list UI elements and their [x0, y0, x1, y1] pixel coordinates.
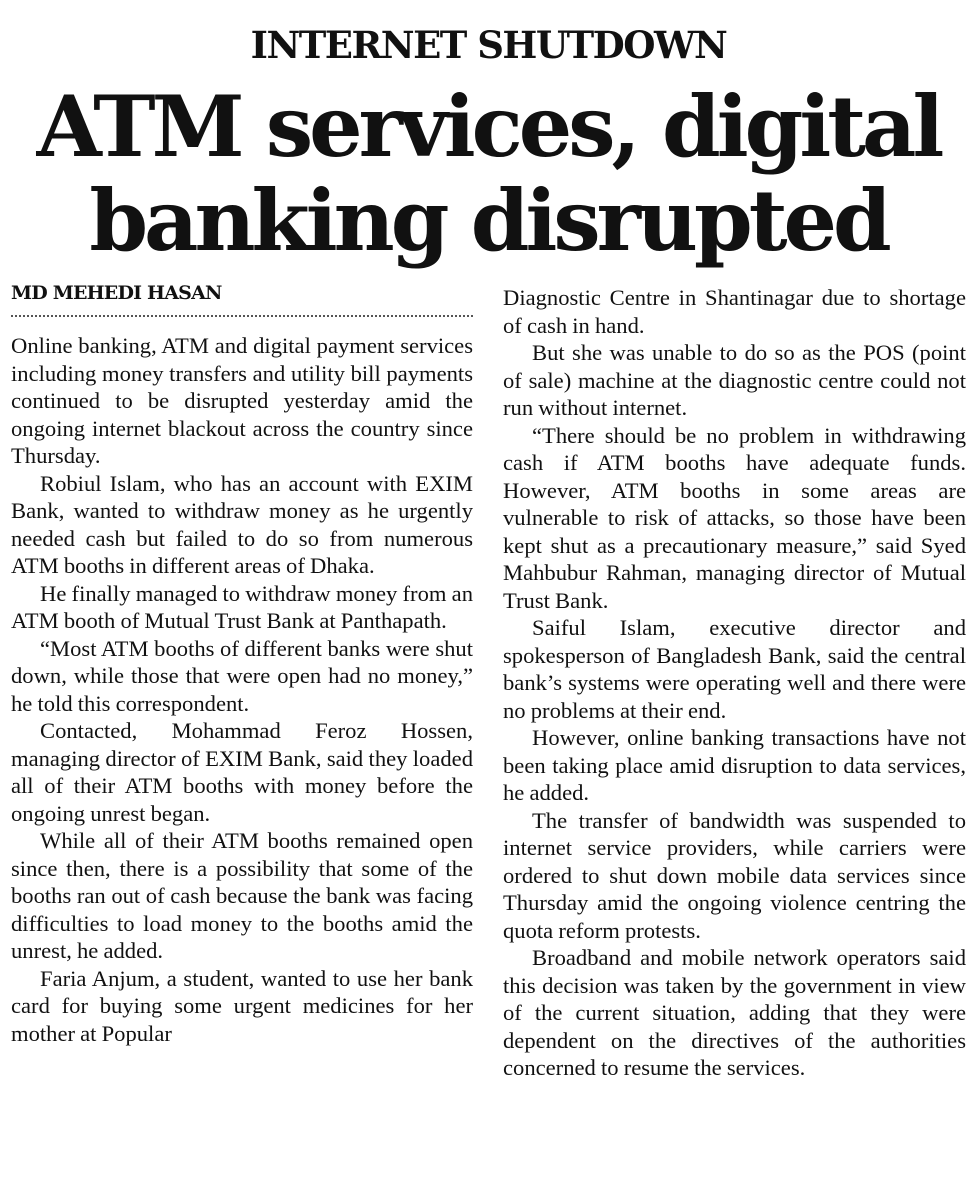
headline — [0, 77, 977, 270]
body-paragraph: The transfer of bandwidth was suspended to internet service providers, while carriers were ordered to shut down mobile data services since Thursday amid the ongoing violence centring the quota reform protests. — [503, 807, 966, 943]
headline-line-2: banking disrupted — [89, 171, 888, 270]
body-paragraph: He finally managed to withdraw money from an ATM booth of Mutual Trust Bank at Panthapath. — [11, 580, 473, 633]
body-paragraph: Broadband and mobile network operators said this decision was taken by the government in view of the current situation, adding that they were dependent on the directives of the authorities concerned to resume the services. — [503, 945, 966, 1080]
body-paragraph: Faria Anjum, a student, wanted to use her bank card for buying some urgent medicines for her mother at Popular — [11, 965, 473, 1046]
body-paragraph: But she was unable to do so as the POS (point of sale) machine at the diagnostic centre could not run without internet. — [503, 340, 966, 420]
body-column-left — [11, 332, 473, 1047]
headline-line-1: ATM services, digital — [36, 77, 941, 176]
body-paragraph: “There should be no problem in withdrawing cash if ATM booths have adequate funds. However, ATM booths in some areas are vulnerable to risk of attacks, so those have been kept shut as a precautionary measure,” said Syed Mahbubur Rahman, managing director of Mutual Trust Bank. — [503, 422, 966, 613]
body-paragraph: Robiul Islam, who has an account with EXIM Bank, wanted to withdraw money as he urgently needed cash but failed to do so from numerous ATM booths in different areas of Dhaka. — [11, 470, 473, 578]
body-paragraph: However, online banking transactions have not been taking place amid disruption to data services, he added. — [503, 725, 966, 805]
body-paragraph: Saiful Islam, executive director and spokesperson of Bangladesh Bank, said the central bank’s systems were operating well and there were no problems at their end. — [503, 615, 966, 723]
byline: MD MEHEDI HASAN — [11, 282, 222, 304]
byline-divider — [11, 315, 473, 317]
kicker: INTERNET SHUTDOWN — [250, 23, 727, 67]
body-paragraph: Contacted, Mohammad Feroz Hossen, managing director of EXIM Bank, said they loaded all of their ATM booths with money before the ongoing unrest began. — [11, 718, 473, 826]
body-paragraph: “Most ATM booths of different banks were shut down, while those that were open had no money,” he told this correspondent. — [11, 635, 473, 716]
body-paragraph: While all of their ATM booths remained open since then, there is a possibility that some of the booths ran out of cash because the bank was facing difficulties to load money to the booths amid the unrest, he added. — [11, 828, 473, 963]
body-paragraph: Diagnostic Centre in Shantinagar due to shortage of cash in hand. — [503, 285, 966, 338]
body-column-right — [503, 284, 966, 1082]
body-paragraph: Online banking, ATM and digital payment services including money transfers and utility bill payments continued to be disrupted yesterday amid the ongoing internet blackout across the country since Thursday. — [11, 333, 473, 468]
